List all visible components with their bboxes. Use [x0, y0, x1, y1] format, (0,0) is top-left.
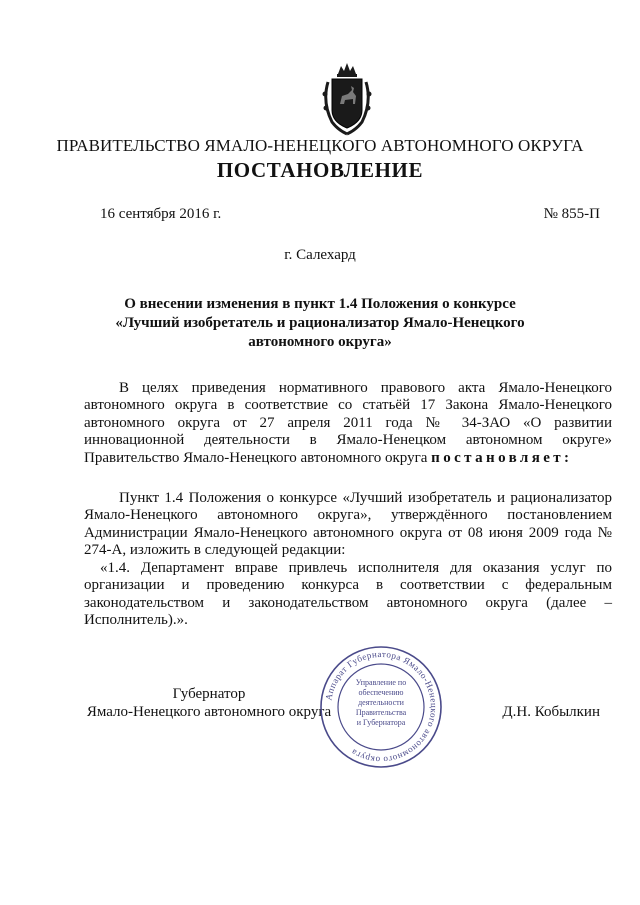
document-number: № 855-П: [543, 206, 600, 222]
subject-line: О внесении изменения в пункт 1.4 Положения о конкурсе: [124, 296, 516, 312]
coat-of-arms-icon: [318, 60, 376, 138]
signer-title-line: Ямало-Ненецкого автономного округа: [86, 704, 332, 720]
signer-name: Д.Н. Кобылкин: [502, 704, 600, 720]
stamp-line: обеспечению: [358, 688, 404, 697]
stamp-ring-text: Аппарат Губернатора Ямало-Ненецкого автономного округа: [323, 648, 440, 766]
stamp-inner-text: [336, 678, 426, 728]
stamp-line: и Губернатора: [356, 718, 406, 727]
paragraph-preamble: [84, 380, 612, 467]
subject-line: «Лучший изобретатель и рационализатор Ямало-Ненецкого: [115, 315, 525, 331]
stamp-line: Правительства: [355, 708, 407, 717]
paragraph-amendment: Пункт 1.4 Положения о конкурсе «Лучший изобретатель и рационализатор Ямало-Ненецкого автономного округа», утверждённого постановлением Администрации Ямало-Ненецкого автономного округа от 08 июня 2009 года № 274-А, изложить в следующей редакции:: [84, 490, 612, 559]
signer-title-line: Губернатор: [172, 686, 246, 702]
stamp-line: Управление по: [355, 678, 407, 687]
signer-title: [84, 685, 334, 721]
preamble-text: В целях приведения нормативного правового акта Ямало-Ненецкого автономного округа в соответствие со статьёй 17 Закона Ямало-Ненецкого автономного округа от 27 апреля 2011 года № 34-ЗАО «О развитии инновационной деятельности в Ямало-Ненецком автономном округе» Правительство Ямало-Ненецкого автономного округа: [84, 380, 612, 466]
document-type-heading: ПОСТАНОВЛЕНИЕ: [216, 158, 424, 182]
subject-line: автономного округа»: [248, 334, 392, 350]
resolves-word: постановляет:: [431, 449, 573, 466]
document-subject: [80, 295, 560, 352]
document-date: 16 сентября 2016 г.: [100, 206, 222, 222]
government-title: ПРАВИТЕЛЬСТВО ЯМАЛО-НЕНЕЦКОГО АВТОНОМНОГО ОКРУГА: [56, 136, 584, 155]
stamp-line: деятельности: [358, 698, 404, 707]
paragraph-new-wording: «1.4. Департамент вправе привлечь исполнителя для оказания услуг по организации и проведению конкурса в соответствии с федеральным законодательством и законодательством автономного округа (далее – Исполнитель).».: [84, 560, 612, 629]
city: г. Салехард: [284, 247, 356, 263]
